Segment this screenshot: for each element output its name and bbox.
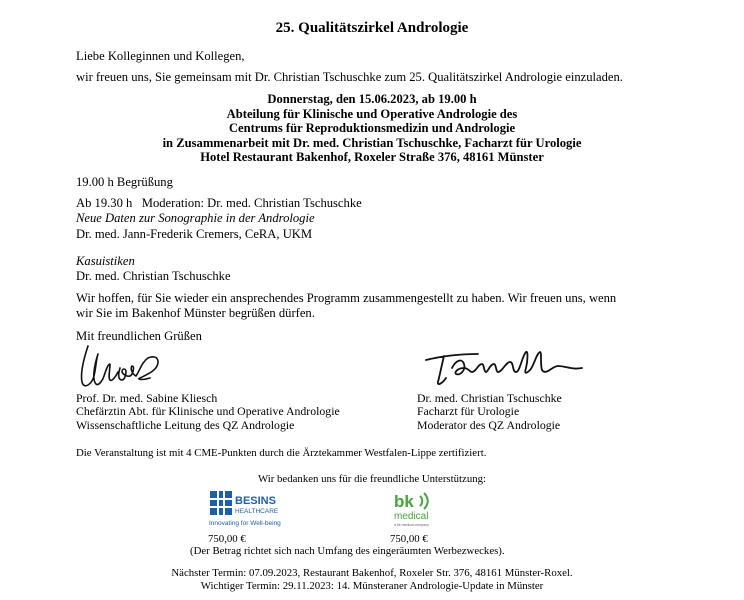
- signatory-role: Facharzt für Urologie: [417, 404, 520, 419]
- closing-line-2: wir Sie im Bakenhof Münster begrüßen dürfen.: [76, 306, 315, 320]
- program-welcome: 19.00 h Begrüßung: [76, 175, 173, 189]
- svg-text:bk: bk: [394, 492, 414, 511]
- signatory-role: Moderator des QZ Andrologie: [417, 417, 561, 432]
- closing-line-1: Wir hoffen, für Sie wieder ein ansprechendes Programm zusammengestellt zu haben. Wir freuen uns, wenn: [76, 291, 617, 305]
- sponsor-amount-besins: 750,00 €: [208, 533, 246, 545]
- svg-text:HEALTHCARE: HEALTHCARE: [235, 508, 279, 515]
- event-centre: Centrums für Reproduktionsmedizin und Andrologie: [228, 121, 516, 135]
- sponsor-amount-bk: 750,00 €: [390, 533, 428, 545]
- svg-text:Innovating for Well-being: Innovating for Well-being: [209, 520, 281, 527]
- program-moderation: Ab 19.30 h Moderation: Dr. med. Christian Tschuschke: [76, 196, 362, 210]
- signatory-role: Wissenschaftliche Leitung des QZ Andrologie: [76, 417, 295, 432]
- signatory-kliesch: [76, 392, 340, 432]
- bk-medical-logo: [393, 490, 439, 530]
- signature-kliesch: [74, 340, 174, 394]
- event-venue: Hotel Restaurant Bakenhof, Roxeler Straße 376, 48161 Münster: [200, 150, 544, 164]
- signatory-name: Dr. med. Christian Tschuschke: [417, 391, 562, 405]
- greeting: Mit freundlichen Grüßen: [76, 329, 202, 343]
- signatory-tschuschke: [417, 392, 562, 432]
- svg-text:a bk medical company: a bk medical company: [394, 523, 429, 527]
- cme-note: Die Veranstaltung ist mit 4 CME-Punkten durch die Ärztekammer Westfalen-Lippe zertifiziert.: [76, 447, 487, 459]
- important-date: Wichtiger Termin: 29.11.2023: 14. Münsteraner Andrologie-Update in Münster: [200, 580, 544, 592]
- event-details: [0, 92, 744, 165]
- signatory-role: Chefärztin Abt. für Klinische und Operative Andrologie: [76, 404, 340, 419]
- next-date: Nächster Termin: 07.09.2023, Restaurant Bakenhof, Roxeler Str. 376, 48161 Münster-Roxel.: [171, 567, 573, 579]
- talk1-title: Neue Daten zur Sonographie in der Andrologie: [76, 211, 315, 225]
- svg-text:medical: medical: [394, 511, 429, 522]
- event-date: Donnerstag, den 15.06.2023, ab 19.00 h: [267, 92, 477, 106]
- intro-paragraph: wir freuen uns, Sie gemeinsam mit Dr. Christian Tschuschke zum 25. Qualitätszirkel Andrologie einzuladen.: [76, 70, 623, 84]
- signature-tschuschke: [422, 346, 592, 388]
- signatory-name: Prof. Dr. med. Sabine Kliesch: [76, 391, 218, 405]
- talk2-title: Kasuistiken: [76, 254, 135, 268]
- page-title: 25. Qualitätszirkel Andrologie: [275, 20, 469, 36]
- amount-note: (Der Betrag richtet sich nach Umfang des eingeräumten Werbezweckes).: [190, 545, 505, 557]
- talk1-speaker: Dr. med. Jann-Frederik Cremers, CeRA, UKM: [76, 227, 313, 241]
- event-cooperation: in Zusammenarbeit mit Dr. med. Christian Tschuschke, Facharzt für Urologie: [162, 135, 582, 150]
- salutation: Liebe Kolleginnen und Kollegen,: [76, 49, 245, 63]
- sponsor-heading: Wir bedanken uns für die freundliche Unterstützung:: [257, 473, 487, 485]
- svg-text:BESINS: BESINS: [235, 495, 276, 507]
- talk2-speaker: Dr. med. Christian Tschuschke: [76, 269, 231, 283]
- event-department: Abteilung für Klinische und Operative Andrologie des: [226, 106, 518, 121]
- besins-logo: [208, 490, 290, 530]
